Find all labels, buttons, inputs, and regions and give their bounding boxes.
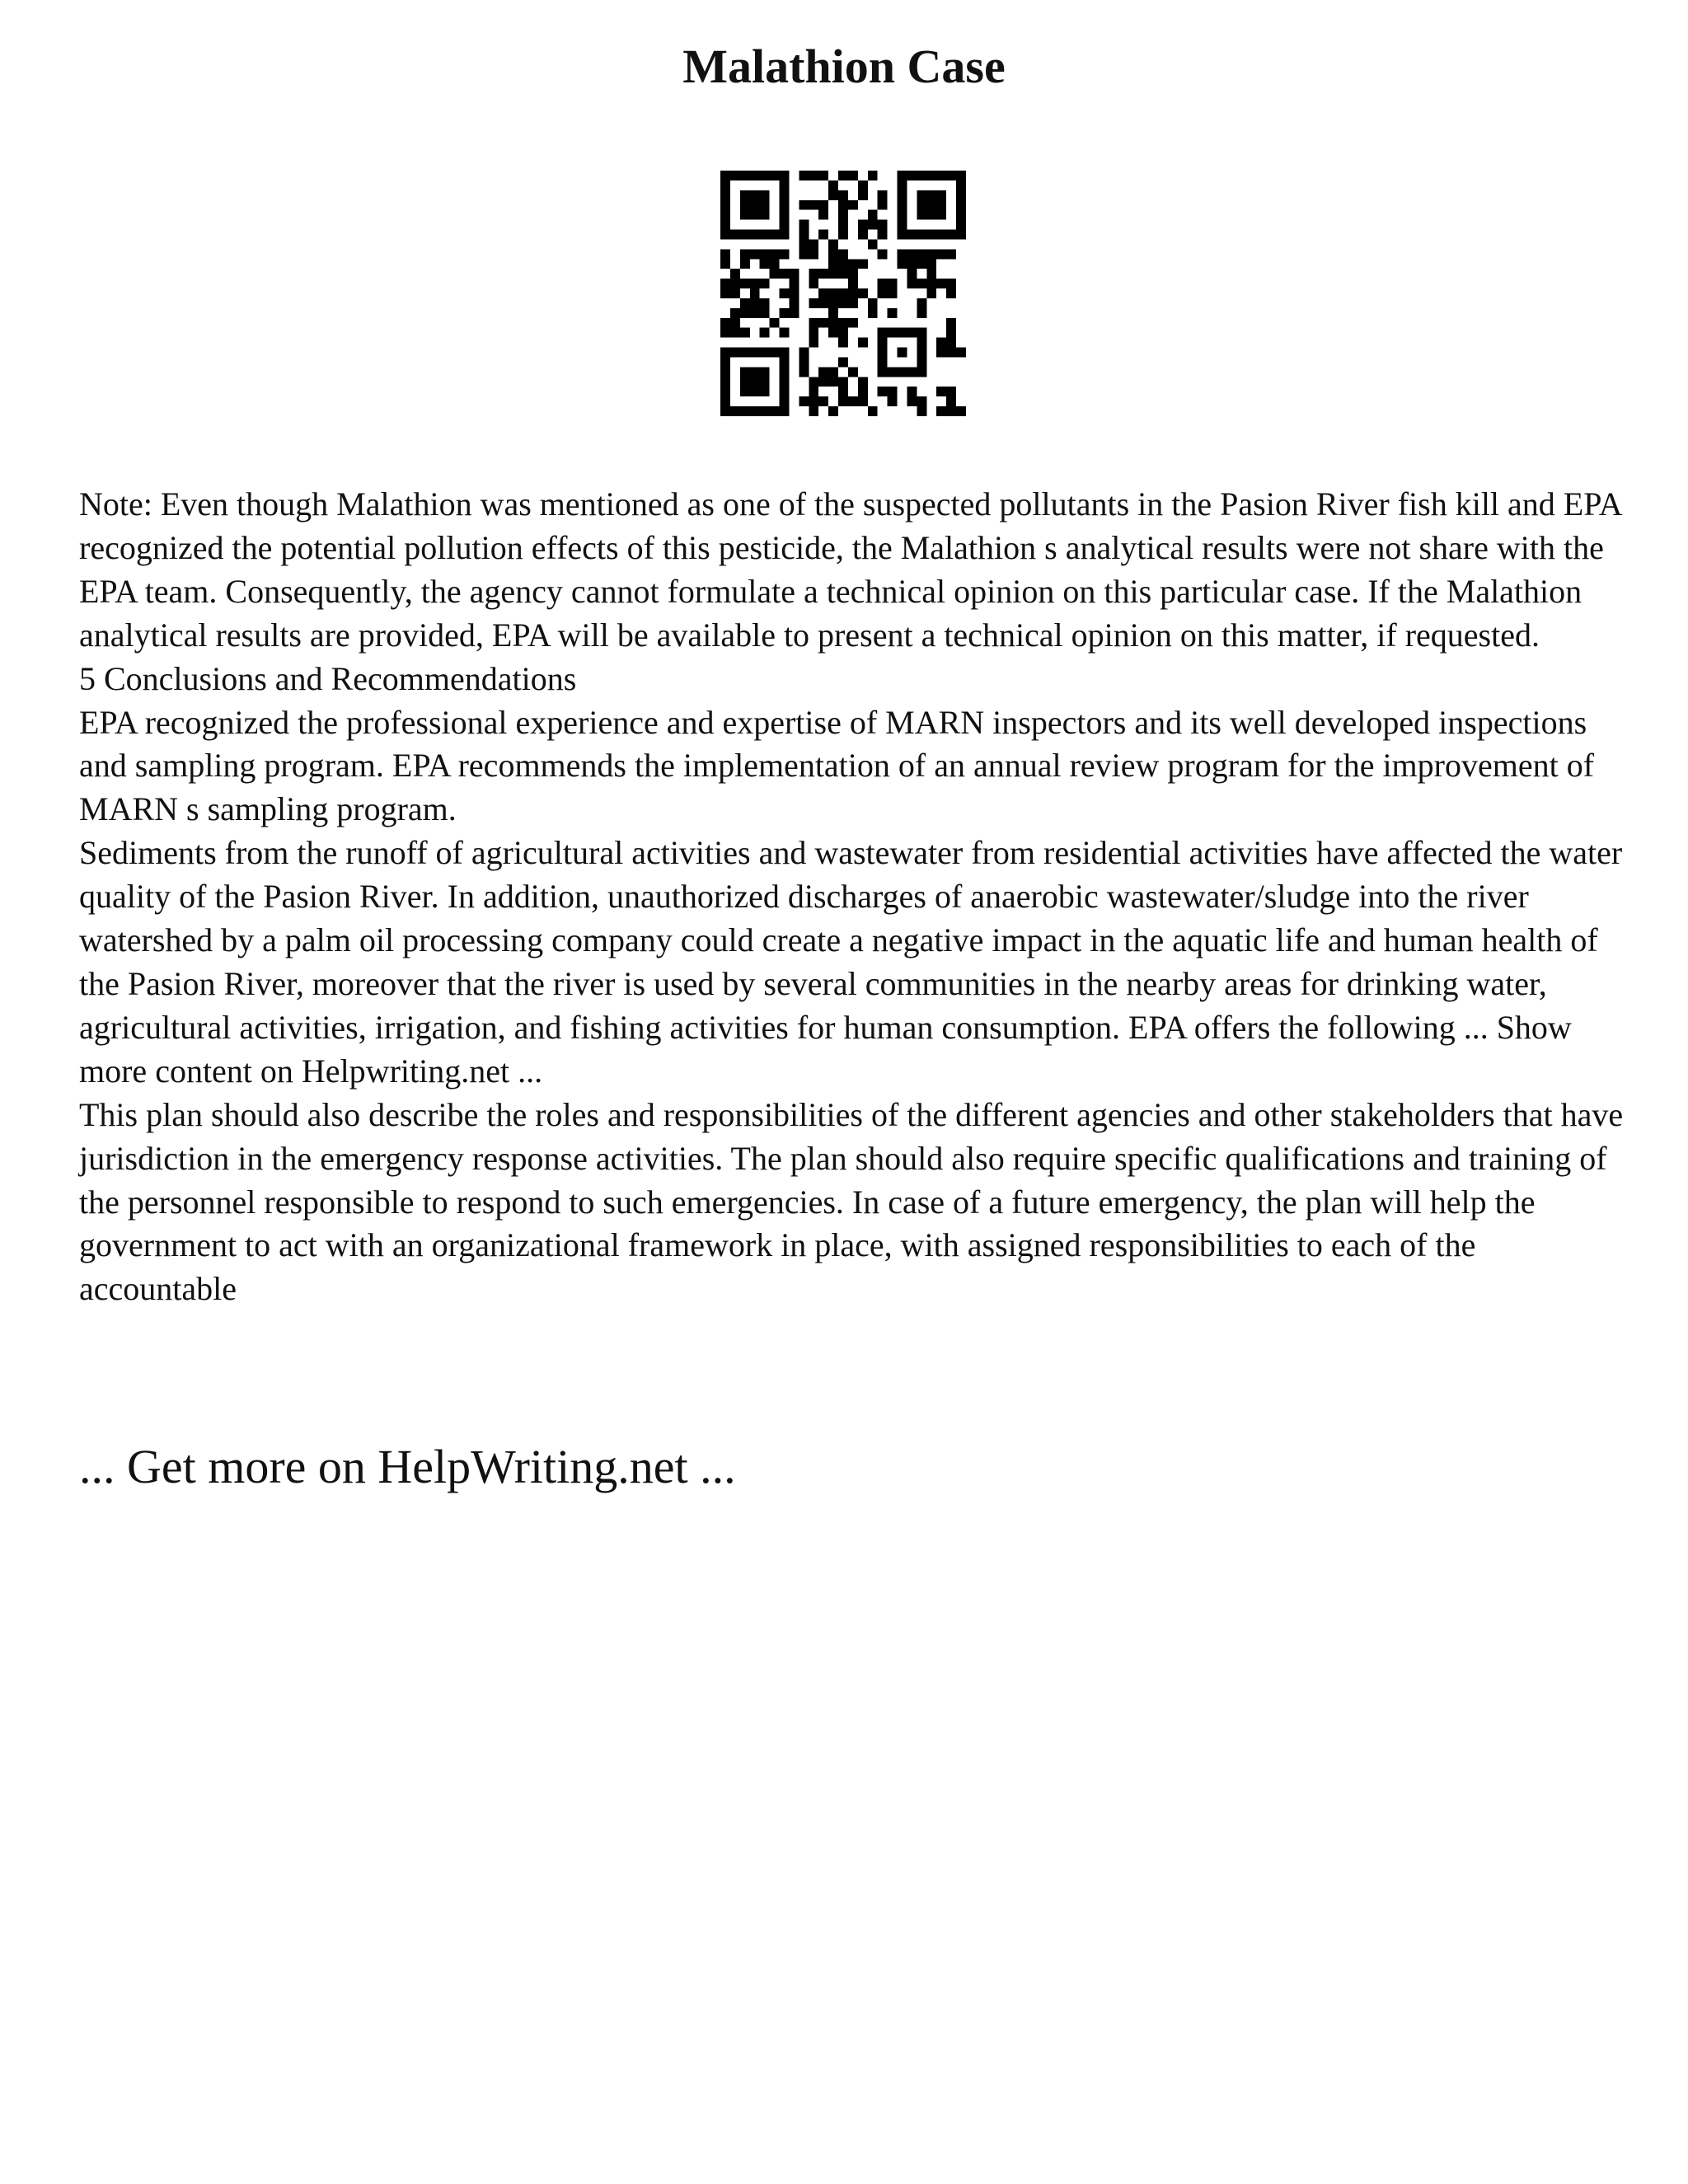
paragraph-sediments: Sediments from the runoff of agricultural activities and wastewater from residential activities have affected the water quality of the Pasion River. In addition, unauthorized discharges of anaerobic wastewater/sludge into the river watershed by a palm oil processing company could create a negative impact in the aquatic life and human health of the Pasion River, moreover that the river is used by several communities in the nearby areas for drinking water, agricultural activities, irrigation, and fishing activities for human consumption. EPA offers the following ... Show more content on Helpwriting.net ... bbox=[79, 834, 1623, 1090]
qr-code-icon bbox=[720, 171, 966, 416]
paragraph-epa-recognition: EPA recognized the professional experience and expertise of MARN inspectors and its well developed inspections and sampling program. EPA recommends the implementation of an annual review program for the improvement of MARN s sampling program. bbox=[79, 703, 1595, 828]
get-more-link[interactable]: ... Get more on HelpWriting.net ... bbox=[79, 1440, 736, 1493]
paragraph-plan: This plan should also describe the roles and responsibilities of the different agencies and other stakeholders that have jurisdiction in the emergency response activities. The plan should also require specific qualifications and training of the personnel responsible to respond to such emergencies. In case of a future emergency, the plan will help the government to act with an organizational framework in place, with assigned responsibilities to each of the accountable bbox=[79, 1095, 1624, 1308]
page-title: Malathion Case bbox=[682, 40, 1006, 93]
document-body bbox=[79, 483, 1629, 1311]
paragraph-note: Note: Even though Malathion was mentioned as one of the suspected pollutants in the Pasion River fish kill and EPA recognized the potential pollution effects of this pesticide, the Malathion s analytical results were not share with the EPA team. Consequently, the agency cannot formulate a technical opinion on this particular case. If the Malathion analytical results are provided, EPA will be available to present a technical opinion on this matter, if requested. bbox=[79, 485, 1621, 654]
section-heading: 5 Conclusions and Recommendations bbox=[79, 659, 577, 697]
